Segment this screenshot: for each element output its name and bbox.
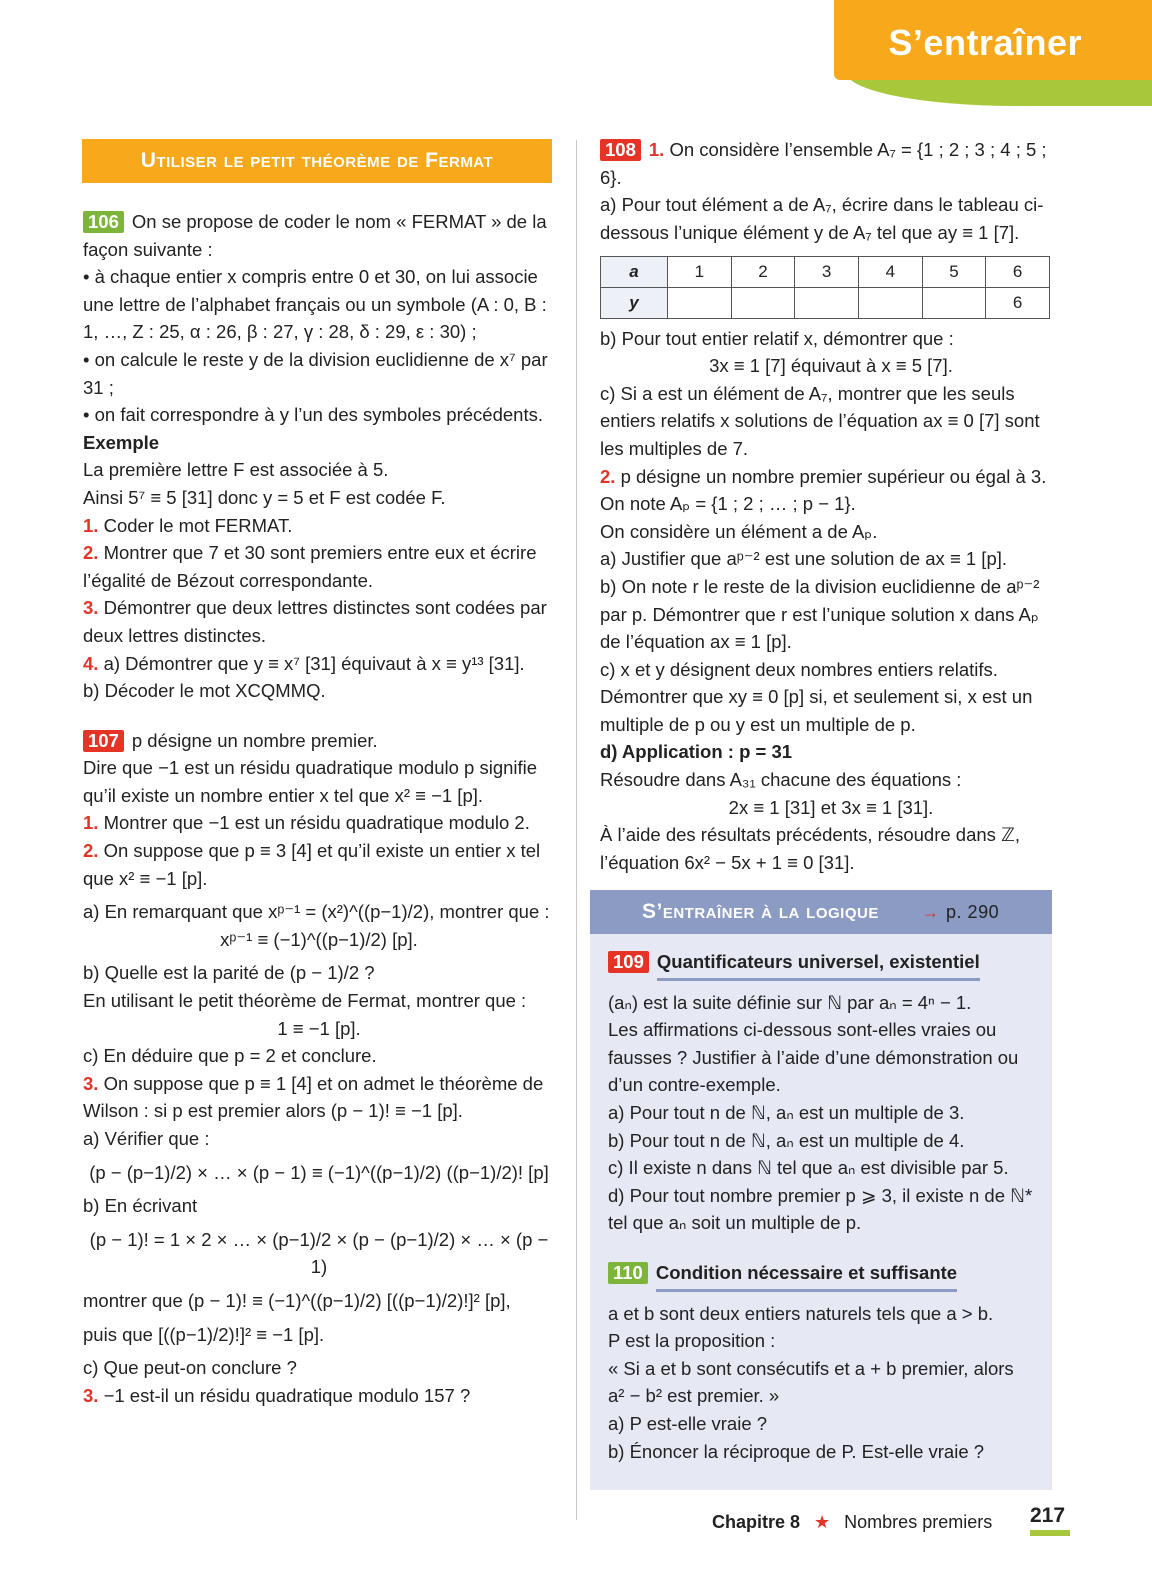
question-number: 1. [648, 139, 665, 160]
text: b) Décoder le mot XCQMMQ. [83, 680, 326, 702]
text: c) Que peut-on conclure ? [83, 1357, 297, 1379]
text: p désigne un nombre premier. [131, 729, 378, 751]
text: c) En déduire que p = 2 et conclure. [83, 1045, 377, 1067]
table-cell [795, 287, 859, 318]
column-divider [576, 140, 577, 1520]
question-number: 2. [83, 840, 99, 862]
exercise-110 [608, 1259, 1034, 1465]
text: On suppose que p ≡ 3 [4] et qu’il existe un entier x tel que x² ≡ −1 [p]. [83, 840, 541, 889]
text: puis que [((p−1)/2)!]² ≡ −1 [p]. [83, 1323, 325, 1345]
text: En utilisant le petit théorème de Fermat, montrer que : [83, 990, 527, 1012]
right-column [600, 136, 1062, 876]
question-number: 3. [83, 597, 99, 619]
text: p désigne un nombre premier supérieur ou égal à 3. [620, 465, 1047, 487]
text: b) On note r le reste de la division euclidienne de aᵖ⁻² par p. Démontrer que r est l’unique solution x dans Aₚ de l’équation ax ≡ 1 [p]. [600, 575, 1040, 653]
question-number: 1. [83, 812, 99, 834]
text: a) Pour tout élément a de A₇, écrire dans le tableau ci-dessous l’unique élément y de A₇ tel que ay ≡ 1 [7]. [600, 194, 1044, 243]
text: On note Aₚ = {1 ; 2 ; … ; p − 1}. [600, 493, 856, 515]
equation: 2x ≡ 1 [31] et 3x ≡ 1 [31]. [728, 796, 934, 818]
text: c) Il existe n dans ℕ tel que aₙ est divisible par 5. [608, 1157, 1009, 1179]
page-number-underline [1030, 1530, 1070, 1536]
arrow-right-icon: → [921, 902, 940, 922]
header-title: S’entraîner [888, 22, 1082, 63]
table-cell: 2 [731, 257, 795, 288]
text: b) En écrivant [83, 1195, 198, 1217]
text: On considère un élément a de Aₚ. [600, 520, 878, 542]
table-cell: 3 [795, 257, 859, 288]
table-cell [731, 287, 795, 318]
text: On se propose de coder le nom « FERMAT » de la façon suivante : [83, 211, 547, 260]
text: d) Pour tout nombre premier p ⩾ 3, il existe n de ℕ* tel que aₙ soit un multiple de p. [608, 1184, 1033, 1234]
table-row [601, 287, 1050, 318]
question-number: 3. [83, 1072, 99, 1094]
text: d) Application : p = 31 [600, 741, 793, 763]
footer [712, 1512, 992, 1533]
exercise-106 [83, 208, 555, 705]
text: a) Pour tout n de ℕ, aₙ est un multiple de 3. [608, 1101, 965, 1123]
text: Démontrer que deux lettres distinctes sont codées par deux lettres distinctes. [83, 597, 547, 646]
text: Démontrer que xy ≡ 0 [p] si, et seulement si, x est un multiple de p ou y est un multiple de p. [600, 686, 1033, 735]
text: Résoudre dans A₃₁ chacune des équations : [600, 769, 962, 791]
text: Coder le mot FERMAT. [103, 514, 293, 536]
text: a) P est-elle vraie ? [608, 1412, 768, 1434]
logic-header [590, 890, 1052, 934]
inverse-table [600, 256, 1050, 318]
text: P est la proposition : [608, 1330, 776, 1352]
logic-body [590, 934, 1052, 1465]
table-cell [858, 287, 922, 318]
equation: (p − 1)! = 1 × 2 × … × (p−1)/2 × (p − (p−1)/2) × … × (p − 1) [89, 1228, 549, 1278]
text: Ainsi 5⁷ ≡ 5 [31] donc y = 5 et F est codée F. [83, 486, 446, 508]
text: Les affirmations ci-dessous sont-elles vraies ou fausses ? Justifier à l’aide d’une démonstration ou d’un contre-exemple. [608, 1019, 1019, 1096]
table-header: a [601, 257, 668, 288]
exercise-108 [600, 136, 1062, 876]
equation: (p − (p−1)/2) × … × (p − 1) ≡ (−1)^((p−1)/2) ((p−1)/2)! [p] [89, 1161, 549, 1183]
text: • on fait correspondre à y l’un des symboles précédents. [83, 404, 543, 426]
exercise-number: 109 [608, 951, 649, 973]
page-number: 217 [1030, 1504, 1066, 1527]
table-cell: 5 [922, 257, 986, 288]
equation: 3x ≡ 1 [7] équivaut à x ≡ 5 [7]. [709, 355, 953, 377]
question-number: 2. [83, 542, 99, 564]
text: c) x et y désignent deux nombres entiers relatifs. [600, 658, 998, 680]
text: b) Pour tout n de ℕ, aₙ est un multiple de 4. [608, 1129, 965, 1151]
text: La première lettre F est associée à 5. [83, 459, 389, 481]
section-title: Utiliser le petit théorème de Fermat [82, 139, 552, 183]
exercise-number: 107 [83, 730, 124, 752]
text: • on calcule le reste y de la division euclidienne de x⁷ par 31 ; [83, 348, 548, 398]
exercise-number: 110 [608, 1262, 648, 1284]
text: −1 est-il un résidu quadratique modulo 157 ? [103, 1384, 471, 1406]
text: • à chaque entier x compris entre 0 et 30, on lui associe une lettre de l’alphabet français ou un symbole (A : 0, B : 1, …, Z : 25, α : 26, β : 27, γ : 28, δ : 29, ε : 30) ; [83, 266, 547, 343]
question-number: 2. [600, 465, 616, 487]
chapter-topic: Nombres premiers [844, 1512, 993, 1532]
table-header: y [601, 287, 668, 318]
exercise-109 [608, 948, 1034, 1237]
table-row [601, 257, 1050, 288]
text: Montrer que 7 et 30 sont premiers entre eux et écrire l’égalité de Bézout correspondante. [83, 542, 537, 591]
text: a) En remarquant que xᵖ⁻¹ = (x²)^((p−1)/2), montrer que : [83, 901, 550, 923]
header-tab [834, 0, 1152, 80]
text: (aₙ) est la suite définie sur ℕ par aₙ = 4ⁿ − 1. [608, 991, 972, 1013]
logic-box [590, 890, 1052, 1490]
equation: xᵖ⁻¹ ≡ (−1)^((p−1)/2) [p]. [220, 928, 418, 950]
text: a) Vérifier que : [83, 1128, 210, 1149]
star-icon: ★ [814, 1512, 831, 1532]
text: On considère l’ensemble A₇ = {1 ; 2 ; 3 ; 4 ; 5 ; 6}. [600, 139, 1047, 188]
text: a) Justifier que aᵖ⁻² est une solution de ax ≡ 1 [p]. [600, 548, 1008, 570]
question-number: 1. [83, 514, 99, 536]
text: a) Démontrer que y ≡ x⁷ [31] équivaut à x ≡ y¹³ [31]. [103, 652, 525, 674]
text: a et b sont deux entiers naturels tels que a > b. [608, 1302, 994, 1324]
text: On suppose que p ≡ 1 [4] et on admet le théorème de Wilson : si p est premier alors (p − 1)! ≡ −1 [p]. [83, 1072, 544, 1122]
exercise-subtitle: Condition nécessaire et suffisante [656, 1259, 957, 1292]
exercise-subtitle: Quantificateurs universel, existentiel [657, 948, 980, 981]
chapter-label: Chapitre 8 [712, 1512, 801, 1532]
exemple-label: Exemple [83, 431, 160, 453]
table-cell: 6 [986, 287, 1050, 318]
text: b) Quelle est la parité de (p − 1)/2 ? [83, 962, 375, 984]
table-cell: 1 [668, 257, 732, 288]
left-column [83, 208, 555, 1409]
table-cell: 4 [858, 257, 922, 288]
text: « Si a et b sont consécutifs et a + b premier, alors a² − b² est premier. » [608, 1357, 1014, 1407]
text: Dire que −1 est un résidu quadratique modulo p signifie qu’il existe un nombre entier x tel que x² ≡ −1 [p]. [83, 757, 538, 806]
page-reference[interactable]: p. 290 [946, 902, 1000, 922]
text: Montrer que −1 est un résidu quadratique modulo 2. [103, 812, 530, 834]
text: À l’aide des résultats précédents, résoudre dans ℤ, l’équation 6x² − 5x + 1 ≡ 0 [31]. [600, 824, 1020, 873]
table-cell [922, 287, 986, 318]
logic-title: S’entraîner à la logique [642, 900, 879, 923]
text: b) Énoncer la réciproque de P. Est-elle vraie ? [608, 1440, 985, 1462]
equation: 1 ≡ −1 [p]. [277, 1017, 361, 1039]
question-number: 4. [83, 652, 99, 674]
text: b) Pour tout entier relatif x, démontrer que : [600, 327, 954, 349]
question-number: 3. [83, 1384, 99, 1406]
table-cell: 6 [986, 257, 1050, 288]
table-cell [668, 287, 732, 318]
exercise-number: 106 [83, 211, 124, 233]
text: montrer que (p − 1)! ≡ (−1)^((p−1)/2) [((p−1)/2)!]² [p], [83, 1289, 511, 1311]
exercise-107 [83, 727, 555, 1410]
exercise-number: 108 [600, 139, 641, 161]
text: c) Si a est un élément de A₇, montrer que les seuls entiers relatifs x solutions de l’équation ax ≡ 0 [7] sont les multiples de 7. [600, 382, 1040, 459]
